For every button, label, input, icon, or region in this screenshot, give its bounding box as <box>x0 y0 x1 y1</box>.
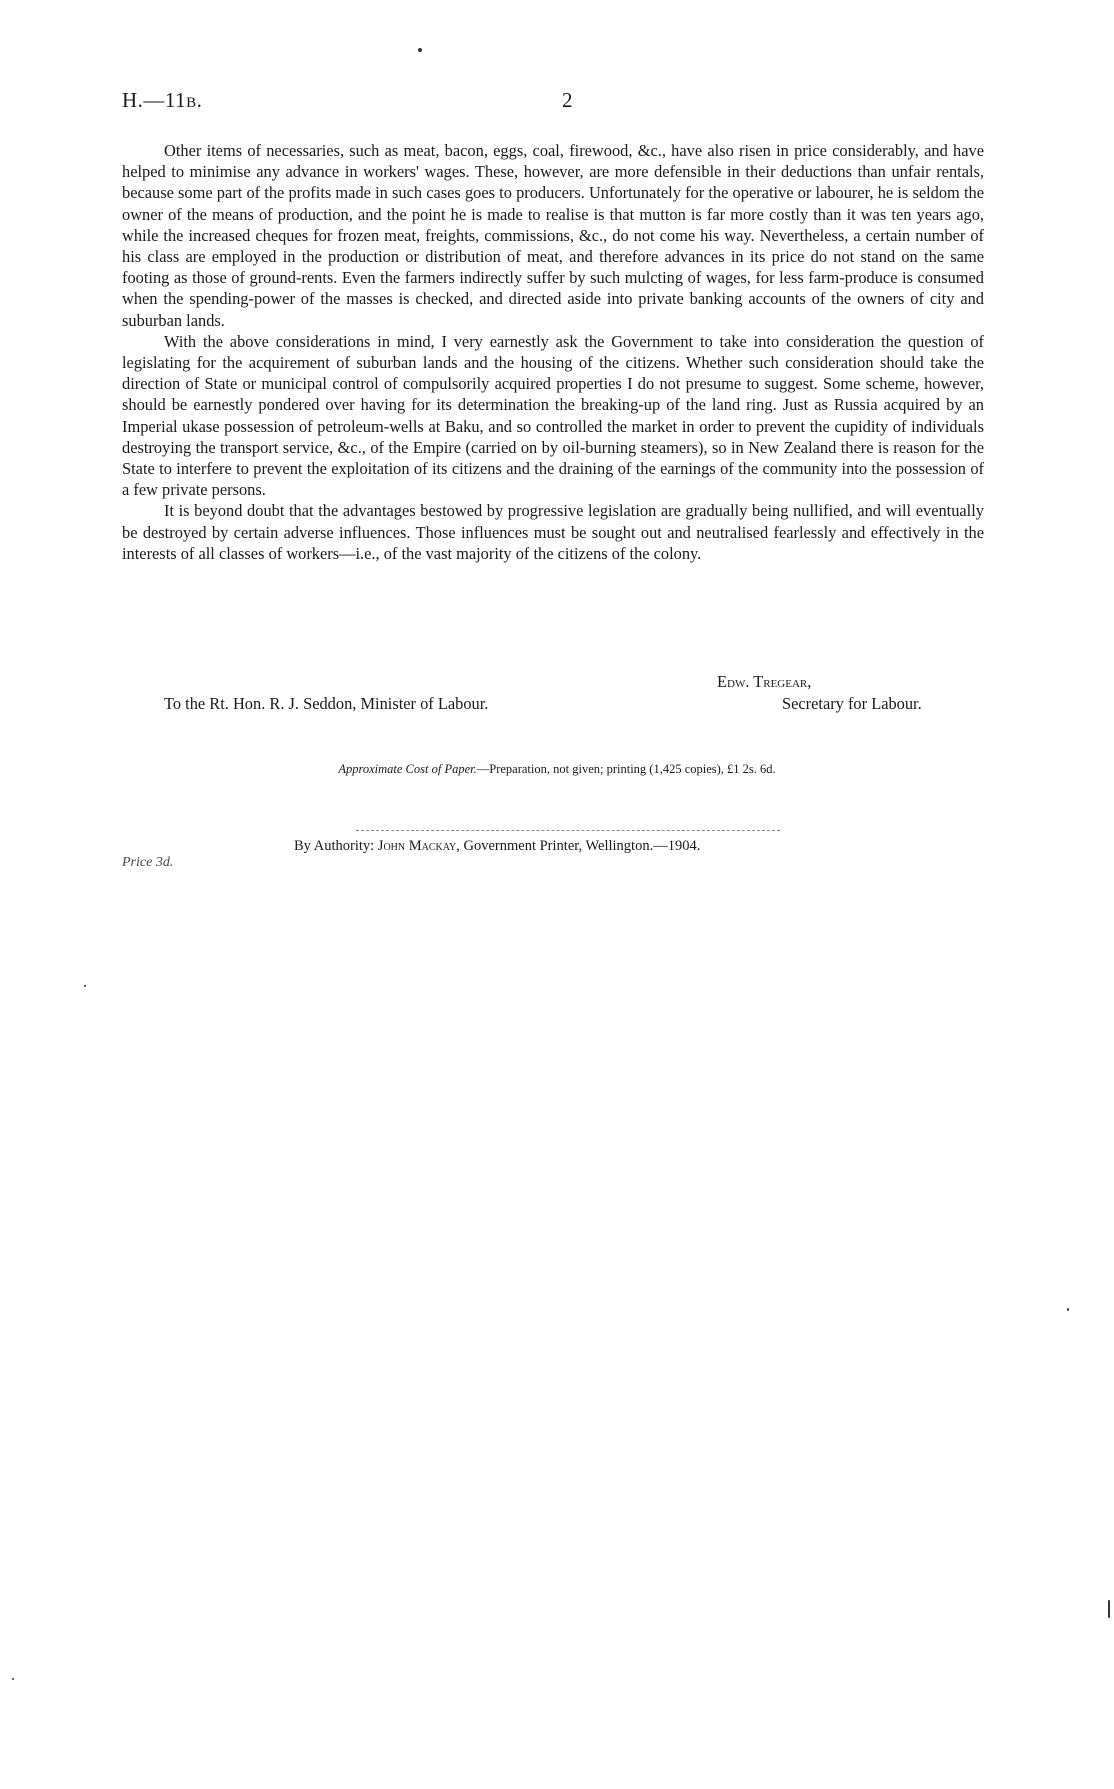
signoff <box>122 672 984 718</box>
addressee: To the Rt. Hon. R. J. Seddon, Minister of Labour. <box>164 694 489 713</box>
paragraph: Other items of necessaries, such as meat, bacon, eggs, coal, firewood, &c., have also risen in price considerably, and have helped to minimise any advance in workers' wages. These, however, are more defensible in their deductions than unfair rentals, because some part of the profits made in such cases goes to producers. Unfortunately for the operative or labourer, he is seldom the owner of the means of production, and the point he is made to realise is that mutton is far more costly than it was ten years ago, while the increased cheques for frozen meat, freights, commissions, &c., do not come his way. Nevertheless, a certain number of his class are employed in the production or distribution of meat, and therefore advances in its price do not stand on the same footing as those of ground-rents. Even the farmers indirectly suffer by such mulcting of wages, for less farm-produce is consumed when the spending-power of the masses is checked, and directed aside into private banking accounts of the owners of city and suburban lands. <box>122 141 984 330</box>
cost-line <box>0 762 1114 777</box>
body-text <box>122 140 984 564</box>
signatory-name: Edw. Tregear, <box>717 672 812 691</box>
scan-speck <box>1067 1308 1069 1311</box>
printer-name: John Mackay, <box>377 838 460 854</box>
divider-rule <box>356 830 780 831</box>
paragraph: It is beyond doubt that the advantages bestowed by progressive legislation are gradually being nullified, and will eventually be destroyed by certain adverse influences. Those influences must be sought out and neutralised fearlessly and effectively in the interests of all classes of workers—i.e., of the vast majority of the citizens of the colony. <box>122 501 984 563</box>
paragraph: With the above considerations in mind, I very earnestly ask the Government to take into consideration the question of legislating for the acquirement of suburban lands and the housing of the citizens. Whether such consideration should take the direction of State or municipal control of compulsorily acquired properties I do not presume to suggest. Some scheme, however, should be earnestly pondered over having for its determination the breaking-up of the land ring. Just as Russia acquired by an Imperial ukase possession of petroleum-wells at Baku, and so controlled the market in order to prevent the cupidity of individuals destroying the transport service, &c., of the Empire (carried on by oil-burning steamers), so in New Zealand there is reason for the State to interfere to prevent the exploitation of its citizens and the draining of the earnings of the community into the possession of a few private persons. <box>122 331 984 500</box>
signatory-title: Secretary for Labour. <box>782 694 922 713</box>
reference-suffix: B <box>186 95 197 111</box>
scan-speck <box>1108 1600 1110 1618</box>
document-reference <box>122 88 202 113</box>
cost-detail: —Preparation, not given; printing (1,425 copies), £1 2s. 6d. <box>476 762 776 776</box>
scan-speck <box>12 1678 14 1680</box>
scan-speck <box>418 48 422 52</box>
page-header <box>122 88 972 118</box>
authority-prefix: By Authority: <box>294 838 375 854</box>
scan-speck <box>84 985 86 987</box>
page-number: 2 <box>562 88 573 112</box>
reference-end: . <box>196 88 203 112</box>
price: Price 3d. <box>122 855 174 870</box>
cost-label: Approximate Cost of Paper. <box>338 762 477 776</box>
reference-main: H.—11 <box>122 88 187 112</box>
printer-imprint <box>294 838 700 855</box>
printer-detail: Government Printer, Wellington.—1904. <box>463 838 701 854</box>
